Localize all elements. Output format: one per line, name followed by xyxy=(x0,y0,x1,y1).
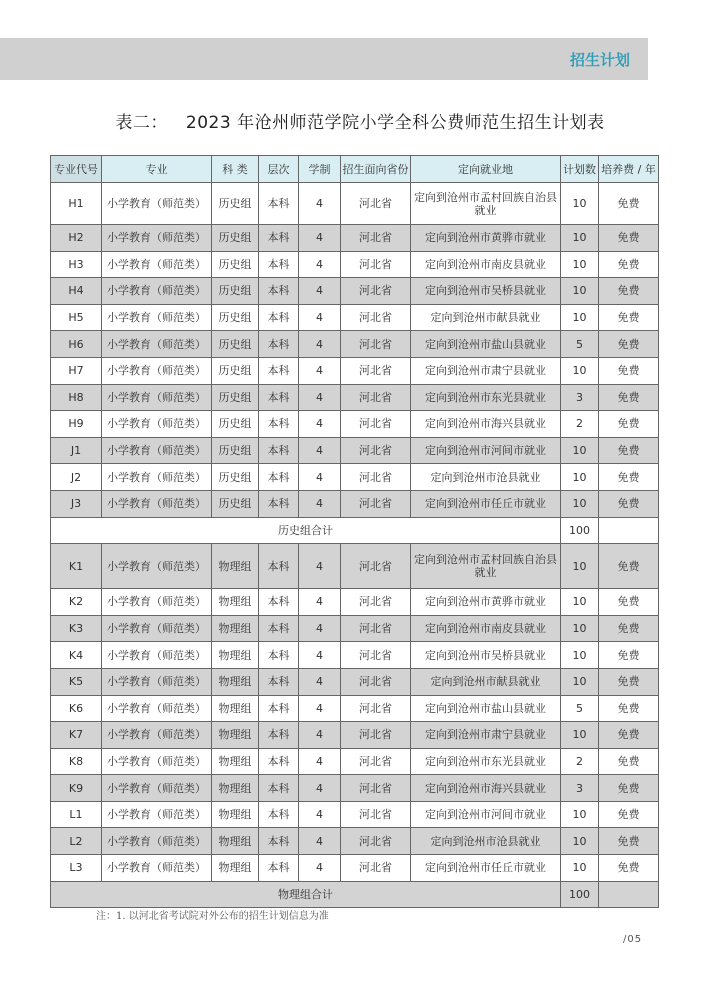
duration-cell: 4 xyxy=(299,615,341,642)
province-cell: 河北省 xyxy=(341,589,411,616)
fee-cell: 免费 xyxy=(599,251,659,278)
quota-cell: 10 xyxy=(561,304,599,331)
destination-cell: 定向到沧州市南皮县就业 xyxy=(411,251,561,278)
footnote: 注：1. 以河北省考试院对外公布的招生计划信息为准 xyxy=(96,911,329,922)
destination-cell: 定向到沧州市献县就业 xyxy=(411,668,561,695)
table-row xyxy=(51,278,659,305)
subject-category-cell: 历史组 xyxy=(212,278,259,305)
destination-cell: 定向到沧州市盐山县就业 xyxy=(411,695,561,722)
subject-category-cell: 物理组 xyxy=(212,775,259,802)
destination-cell: 定向到沧州市孟村回族自治县就业 xyxy=(411,544,561,589)
subject-category-cell: 历史组 xyxy=(212,225,259,252)
degree-level-cell: 本科 xyxy=(259,828,299,855)
province-cell: 河北省 xyxy=(341,828,411,855)
major-code-cell: L2 xyxy=(51,828,102,855)
subject-category-cell: 历史组 xyxy=(212,331,259,358)
major-name-cell: 小学教育（师范类） xyxy=(102,615,212,642)
degree-level-cell: 本科 xyxy=(259,225,299,252)
quota-cell: 10 xyxy=(561,544,599,589)
quota-cell: 10 xyxy=(561,225,599,252)
degree-level-cell: 本科 xyxy=(259,775,299,802)
duration-cell: 4 xyxy=(299,775,341,802)
degree-level-cell: 本科 xyxy=(259,437,299,464)
duration-cell: 4 xyxy=(299,642,341,669)
quota-cell: 5 xyxy=(561,331,599,358)
degree-level-cell: 本科 xyxy=(259,615,299,642)
degree-level-cell: 本科 xyxy=(259,331,299,358)
quota-cell: 3 xyxy=(561,775,599,802)
subject-category-cell: 物理组 xyxy=(212,695,259,722)
duration-cell: 4 xyxy=(299,668,341,695)
major-name-cell: 小学教育（师范类） xyxy=(102,278,212,305)
province-cell: 河北省 xyxy=(341,775,411,802)
subject-category-cell: 物理组 xyxy=(212,748,259,775)
fee-cell: 免费 xyxy=(599,437,659,464)
subject-category-cell: 历史组 xyxy=(212,304,259,331)
quota-cell: 10 xyxy=(561,828,599,855)
major-name-cell: 小学教育（师范类） xyxy=(102,589,212,616)
table-row xyxy=(51,748,659,775)
subject-category-cell: 物理组 xyxy=(212,801,259,828)
destination-cell: 定向到沧州市献县就业 xyxy=(411,304,561,331)
duration-cell: 4 xyxy=(299,357,341,384)
province-cell: 河北省 xyxy=(341,464,411,491)
quota-cell: 10 xyxy=(561,855,599,882)
duration-cell: 4 xyxy=(299,304,341,331)
major-code-cell: K8 xyxy=(51,748,102,775)
duration-cell: 4 xyxy=(299,828,341,855)
degree-level-cell: 本科 xyxy=(259,855,299,882)
table-row xyxy=(51,642,659,669)
major-name-cell: 小学教育（师范类） xyxy=(102,437,212,464)
degree-level-cell: 本科 xyxy=(259,748,299,775)
table-row xyxy=(51,801,659,828)
fee-cell: 免费 xyxy=(599,183,659,225)
fee-cell: 免费 xyxy=(599,411,659,438)
duration-cell: 4 xyxy=(299,183,341,225)
quota-cell: 10 xyxy=(561,183,599,225)
quota-cell: 2 xyxy=(561,411,599,438)
fee-cell: 免费 xyxy=(599,331,659,358)
major-name-cell: 小学教育（师范类） xyxy=(102,411,212,438)
table-number: 表二： xyxy=(115,113,168,133)
province-cell: 河北省 xyxy=(341,437,411,464)
fee-cell: 免费 xyxy=(599,278,659,305)
major-code-cell: H5 xyxy=(51,304,102,331)
column-header: 招生面向省份 xyxy=(341,156,411,183)
page-title xyxy=(0,108,720,133)
quota-cell: 3 xyxy=(561,384,599,411)
fee-cell: 免费 xyxy=(599,615,659,642)
duration-cell: 4 xyxy=(299,855,341,882)
major-code-cell: H7 xyxy=(51,357,102,384)
subtotal-fee-empty xyxy=(599,517,659,544)
subtotal-fee-empty xyxy=(599,881,659,908)
subject-category-cell: 历史组 xyxy=(212,464,259,491)
province-cell: 河北省 xyxy=(341,251,411,278)
major-name-cell: 小学教育（师范类） xyxy=(102,855,212,882)
major-name-cell: 小学教育（师范类） xyxy=(102,642,212,669)
fee-cell: 免费 xyxy=(599,589,659,616)
duration-cell: 4 xyxy=(299,278,341,305)
major-name-cell: 小学教育（师范类） xyxy=(102,775,212,802)
destination-cell: 定向到沧州市任丘市就业 xyxy=(411,855,561,882)
major-name-cell: 小学教育（师范类） xyxy=(102,304,212,331)
table-header-row xyxy=(51,156,659,183)
major-code-cell: H4 xyxy=(51,278,102,305)
province-cell: 河北省 xyxy=(341,331,411,358)
subject-category-cell: 物理组 xyxy=(212,855,259,882)
major-code-cell: K9 xyxy=(51,775,102,802)
quota-cell: 10 xyxy=(561,589,599,616)
major-name-cell: 小学教育（师范类） xyxy=(102,828,212,855)
major-code-cell: J3 xyxy=(51,490,102,517)
table-row xyxy=(51,304,659,331)
major-code-cell: L1 xyxy=(51,801,102,828)
province-cell: 河北省 xyxy=(341,855,411,882)
fee-cell: 免费 xyxy=(599,748,659,775)
destination-cell: 定向到沧州市河间市就业 xyxy=(411,437,561,464)
degree-level-cell: 本科 xyxy=(259,642,299,669)
destination-cell: 定向到沧州市肃宁县就业 xyxy=(411,357,561,384)
major-code-cell: K6 xyxy=(51,695,102,722)
table-row xyxy=(51,357,659,384)
major-code-cell: K4 xyxy=(51,642,102,669)
major-name-cell: 小学教育（师范类） xyxy=(102,748,212,775)
major-code-cell: K7 xyxy=(51,722,102,749)
subtotal-quota: 100 xyxy=(561,517,599,544)
major-code-cell: H1 xyxy=(51,183,102,225)
destination-cell: 定向到沧州市河间市就业 xyxy=(411,801,561,828)
subject-category-cell: 物理组 xyxy=(212,642,259,669)
province-cell: 河北省 xyxy=(341,668,411,695)
major-code-cell: K2 xyxy=(51,589,102,616)
degree-level-cell: 本科 xyxy=(259,490,299,517)
degree-level-cell: 本科 xyxy=(259,801,299,828)
degree-level-cell: 本科 xyxy=(259,544,299,589)
fee-cell: 免费 xyxy=(599,855,659,882)
table-row xyxy=(51,490,659,517)
major-name-cell: 小学教育（师范类） xyxy=(102,225,212,252)
province-cell: 河北省 xyxy=(341,225,411,252)
quota-cell: 10 xyxy=(561,668,599,695)
duration-cell: 4 xyxy=(299,437,341,464)
destination-cell: 定向到沧州市孟村回族自治县就业 xyxy=(411,183,561,225)
duration-cell: 4 xyxy=(299,464,341,491)
province-cell: 河北省 xyxy=(341,357,411,384)
subject-category-cell: 历史组 xyxy=(212,411,259,438)
degree-level-cell: 本科 xyxy=(259,278,299,305)
destination-cell: 定向到沧州市沧县就业 xyxy=(411,828,561,855)
subject-category-cell: 历史组 xyxy=(212,490,259,517)
fee-cell: 免费 xyxy=(599,490,659,517)
degree-level-cell: 本科 xyxy=(259,183,299,225)
province-cell: 河北省 xyxy=(341,490,411,517)
column-header: 科 类 xyxy=(212,156,259,183)
province-cell: 河北省 xyxy=(341,183,411,225)
province-cell: 河北省 xyxy=(341,695,411,722)
destination-cell: 定向到沧州市南皮县就业 xyxy=(411,615,561,642)
province-cell: 河北省 xyxy=(341,615,411,642)
column-header: 定向就业地 xyxy=(411,156,561,183)
fee-cell: 免费 xyxy=(599,775,659,802)
table-row xyxy=(51,411,659,438)
column-header: 学制 xyxy=(299,156,341,183)
destination-cell: 定向到沧州市黄骅市就业 xyxy=(411,225,561,252)
fee-cell: 免费 xyxy=(599,357,659,384)
subject-category-cell: 物理组 xyxy=(212,615,259,642)
degree-level-cell: 本科 xyxy=(259,251,299,278)
section-label: 招生计划 xyxy=(569,51,630,69)
subject-category-cell: 历史组 xyxy=(212,183,259,225)
major-code-cell: H6 xyxy=(51,331,102,358)
table-row xyxy=(51,589,659,616)
table-row xyxy=(51,251,659,278)
duration-cell: 4 xyxy=(299,411,341,438)
destination-cell: 定向到沧州市任丘市就业 xyxy=(411,490,561,517)
subject-category-cell: 历史组 xyxy=(212,384,259,411)
table-row xyxy=(51,464,659,491)
table-row xyxy=(51,722,659,749)
quota-cell: 10 xyxy=(561,615,599,642)
degree-level-cell: 本科 xyxy=(259,357,299,384)
column-header: 层次 xyxy=(259,156,299,183)
degree-level-cell: 本科 xyxy=(259,589,299,616)
province-cell: 河北省 xyxy=(341,304,411,331)
enrollment-plan-table xyxy=(50,155,659,908)
degree-level-cell: 本科 xyxy=(259,464,299,491)
table-row xyxy=(51,384,659,411)
major-code-cell: K3 xyxy=(51,615,102,642)
subject-category-cell: 物理组 xyxy=(212,828,259,855)
subtotal-label: 历史组合计 xyxy=(51,517,561,544)
destination-cell: 定向到沧州市海兴县就业 xyxy=(411,411,561,438)
major-code-cell: H8 xyxy=(51,384,102,411)
subject-category-cell: 物理组 xyxy=(212,668,259,695)
province-cell: 河北省 xyxy=(341,722,411,749)
destination-cell: 定向到沧州市吴桥县就业 xyxy=(411,642,561,669)
destination-cell: 定向到沧州市东光县就业 xyxy=(411,748,561,775)
duration-cell: 4 xyxy=(299,722,341,749)
duration-cell: 4 xyxy=(299,331,341,358)
table-row xyxy=(51,668,659,695)
subtotal-row xyxy=(51,517,659,544)
major-name-cell: 小学教育（师范类） xyxy=(102,384,212,411)
duration-cell: 4 xyxy=(299,490,341,517)
major-name-cell: 小学教育（师范类） xyxy=(102,464,212,491)
major-code-cell: H2 xyxy=(51,225,102,252)
fee-cell: 免费 xyxy=(599,722,659,749)
subject-category-cell: 物理组 xyxy=(212,589,259,616)
quota-cell: 5 xyxy=(561,695,599,722)
major-name-cell: 小学教育（师范类） xyxy=(102,357,212,384)
province-cell: 河北省 xyxy=(341,642,411,669)
subject-category-cell: 历史组 xyxy=(212,437,259,464)
province-cell: 河北省 xyxy=(341,544,411,589)
major-name-cell: 小学教育（师范类） xyxy=(102,544,212,589)
quota-cell: 10 xyxy=(561,490,599,517)
fee-cell: 免费 xyxy=(599,304,659,331)
province-cell: 河北省 xyxy=(341,384,411,411)
table-row xyxy=(51,855,659,882)
province-cell: 河北省 xyxy=(341,748,411,775)
fee-cell: 免费 xyxy=(599,384,659,411)
duration-cell: 4 xyxy=(299,544,341,589)
major-name-cell: 小学教育（师范类） xyxy=(102,695,212,722)
subject-category-cell: 物理组 xyxy=(212,544,259,589)
quota-cell: 10 xyxy=(561,464,599,491)
fee-cell: 免费 xyxy=(599,695,659,722)
table-title: 2023 年沧州师范学院小学全科公费师范生招生计划表 xyxy=(185,113,605,133)
quota-cell: 10 xyxy=(561,642,599,669)
duration-cell: 4 xyxy=(299,801,341,828)
destination-cell: 定向到沧州市海兴县就业 xyxy=(411,775,561,802)
table-row xyxy=(51,775,659,802)
major-code-cell: L3 xyxy=(51,855,102,882)
duration-cell: 4 xyxy=(299,251,341,278)
quota-cell: 10 xyxy=(561,437,599,464)
province-cell: 河北省 xyxy=(341,801,411,828)
column-header: 计划数 xyxy=(561,156,599,183)
column-header: 培养费 / 年 xyxy=(599,156,659,183)
duration-cell: 4 xyxy=(299,748,341,775)
major-name-cell: 小学教育（师范类） xyxy=(102,251,212,278)
destination-cell: 定向到沧州市盐山县就业 xyxy=(411,331,561,358)
table-row xyxy=(51,544,659,589)
column-header: 专业代号 xyxy=(51,156,102,183)
table-row xyxy=(51,331,659,358)
subtotal-quota: 100 xyxy=(561,881,599,908)
duration-cell: 4 xyxy=(299,695,341,722)
table-row xyxy=(51,828,659,855)
major-name-cell: 小学教育（师范类） xyxy=(102,668,212,695)
quota-cell: 10 xyxy=(561,801,599,828)
province-cell: 河北省 xyxy=(341,278,411,305)
subtotal-label: 物理组合计 xyxy=(51,881,561,908)
province-cell: 河北省 xyxy=(341,411,411,438)
duration-cell: 4 xyxy=(299,384,341,411)
quota-cell: 2 xyxy=(561,748,599,775)
degree-level-cell: 本科 xyxy=(259,722,299,749)
fee-cell: 免费 xyxy=(599,544,659,589)
fee-cell: 免费 xyxy=(599,464,659,491)
section-header-band xyxy=(0,38,648,80)
page-number: /05 xyxy=(623,934,643,945)
major-code-cell: H3 xyxy=(51,251,102,278)
subject-category-cell: 历史组 xyxy=(212,251,259,278)
quota-cell: 10 xyxy=(561,722,599,749)
fee-cell: 免费 xyxy=(599,642,659,669)
quota-cell: 10 xyxy=(561,251,599,278)
destination-cell: 定向到沧州市肃宁县就业 xyxy=(411,722,561,749)
fee-cell: 免费 xyxy=(599,668,659,695)
major-code-cell: K5 xyxy=(51,668,102,695)
degree-level-cell: 本科 xyxy=(259,384,299,411)
subtotal-row xyxy=(51,881,659,908)
major-code-cell: K1 xyxy=(51,544,102,589)
major-code-cell: H9 xyxy=(51,411,102,438)
destination-cell: 定向到沧州市东光县就业 xyxy=(411,384,561,411)
major-name-cell: 小学教育（师范类） xyxy=(102,722,212,749)
degree-level-cell: 本科 xyxy=(259,304,299,331)
major-code-cell: J2 xyxy=(51,464,102,491)
major-name-cell: 小学教育（师范类） xyxy=(102,183,212,225)
column-header: 专业 xyxy=(102,156,212,183)
destination-cell: 定向到沧州市吴桥县就业 xyxy=(411,278,561,305)
quota-cell: 10 xyxy=(561,357,599,384)
degree-level-cell: 本科 xyxy=(259,668,299,695)
major-name-cell: 小学教育（师范类） xyxy=(102,801,212,828)
major-name-cell: 小学教育（师范类） xyxy=(102,331,212,358)
duration-cell: 4 xyxy=(299,225,341,252)
fee-cell: 免费 xyxy=(599,828,659,855)
table-row xyxy=(51,695,659,722)
destination-cell: 定向到沧州市沧县就业 xyxy=(411,464,561,491)
destination-cell: 定向到沧州市黄骅市就业 xyxy=(411,589,561,616)
major-name-cell: 小学教育（师范类） xyxy=(102,490,212,517)
table-row xyxy=(51,437,659,464)
major-code-cell: J1 xyxy=(51,437,102,464)
subject-category-cell: 物理组 xyxy=(212,722,259,749)
table-row xyxy=(51,225,659,252)
duration-cell: 4 xyxy=(299,589,341,616)
fee-cell: 免费 xyxy=(599,801,659,828)
quota-cell: 10 xyxy=(561,278,599,305)
table-row xyxy=(51,183,659,225)
fee-cell: 免费 xyxy=(599,225,659,252)
table-row xyxy=(51,615,659,642)
subject-category-cell: 历史组 xyxy=(212,357,259,384)
degree-level-cell: 本科 xyxy=(259,695,299,722)
degree-level-cell: 本科 xyxy=(259,411,299,438)
